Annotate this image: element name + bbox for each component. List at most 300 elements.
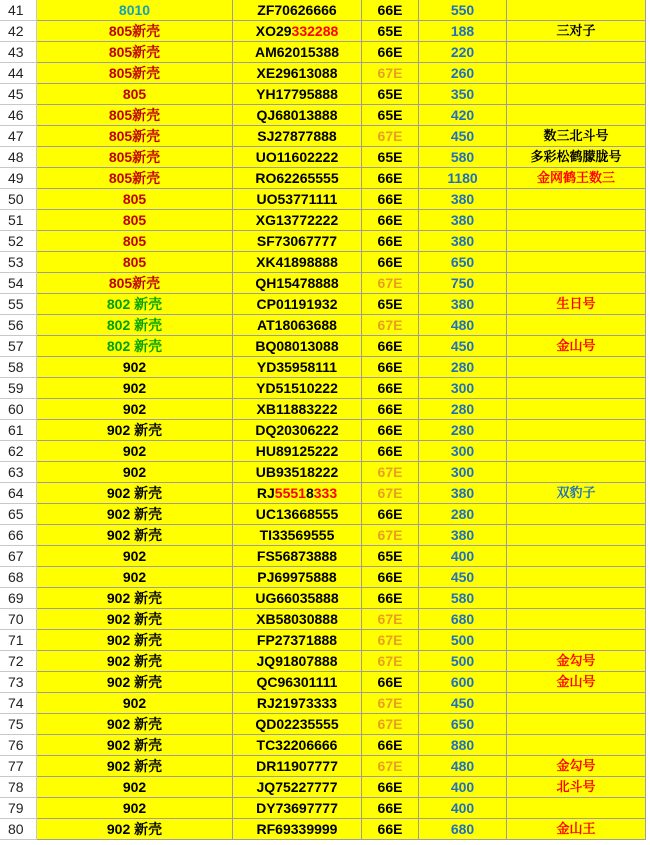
cell-note[interactable] xyxy=(507,378,646,399)
row-number-header[interactable]: 50 xyxy=(0,189,37,210)
cell-note[interactable]: 金勾号 xyxy=(507,651,646,672)
cell-code[interactable] xyxy=(233,21,362,42)
cell-version[interactable]: 67E xyxy=(362,126,419,147)
cell-version[interactable]: 67E xyxy=(362,525,419,546)
code-segment: 333 xyxy=(313,485,338,501)
cell-model[interactable]: 805新壳 xyxy=(37,63,233,84)
code-segment: 8 xyxy=(305,485,314,501)
code-segment: UO11602222 xyxy=(255,149,339,165)
cell-model[interactable]: 805 xyxy=(37,210,233,231)
cell-note[interactable]: 三对子 xyxy=(507,21,646,42)
cell-code[interactable] xyxy=(233,588,362,609)
cell-version[interactable]: 66E xyxy=(362,504,419,525)
code-segment: HU89125222 xyxy=(255,443,339,459)
cell-price[interactable]: 1180 xyxy=(419,168,507,189)
code-segment: RO62265555 xyxy=(255,170,339,186)
cell-price[interactable]: 450 xyxy=(419,693,507,714)
cell-code[interactable] xyxy=(233,105,362,126)
table-row xyxy=(0,231,650,252)
row-number-header[interactable]: 77 xyxy=(0,756,37,777)
cell-price[interactable]: 380 xyxy=(419,525,507,546)
cell-model[interactable]: 902 新壳 xyxy=(37,630,233,651)
row-number-header[interactable]: 65 xyxy=(0,504,37,525)
cell-price[interactable]: 300 xyxy=(419,462,507,483)
table-row xyxy=(0,357,650,378)
cell-note[interactable] xyxy=(507,42,646,63)
row-number-header[interactable]: 53 xyxy=(0,252,37,273)
code-segment: RF69339999 xyxy=(256,821,338,837)
cell-note[interactable] xyxy=(507,609,646,630)
cell-version[interactable]: 66E xyxy=(362,0,419,21)
cell-model[interactable]: 902 xyxy=(37,693,233,714)
cell-model[interactable]: 805 xyxy=(37,189,233,210)
row-number-header[interactable]: 41 xyxy=(0,0,37,21)
cell-version[interactable]: 66E xyxy=(362,210,419,231)
cell-code[interactable] xyxy=(233,735,362,756)
cell-price[interactable]: 420 xyxy=(419,105,507,126)
cell-version[interactable]: 67E xyxy=(362,630,419,651)
cell-note[interactable] xyxy=(507,420,646,441)
cell-code[interactable] xyxy=(233,483,362,504)
cell-price[interactable]: 350 xyxy=(419,84,507,105)
cell-version[interactable]: 67E xyxy=(362,609,419,630)
table-row xyxy=(0,294,650,315)
cell-price[interactable]: 450 xyxy=(419,336,507,357)
cell-code[interactable] xyxy=(233,672,362,693)
cell-note[interactable] xyxy=(507,315,646,336)
cell-price[interactable]: 680 xyxy=(419,819,507,840)
cell-note[interactable] xyxy=(507,0,646,21)
row-number-header[interactable]: 52 xyxy=(0,231,37,252)
table-row xyxy=(0,777,650,798)
cell-version[interactable]: 67E xyxy=(362,315,419,336)
row-number-header[interactable]: 80 xyxy=(0,819,37,840)
table-row xyxy=(0,315,650,336)
row-number-header[interactable]: 59 xyxy=(0,378,37,399)
row-number-header[interactable]: 54 xyxy=(0,273,37,294)
cell-model[interactable]: 902 xyxy=(37,567,233,588)
cell-price[interactable]: 450 xyxy=(419,567,507,588)
table-row xyxy=(0,0,650,21)
row-number-header[interactable]: 42 xyxy=(0,21,37,42)
cell-price[interactable]: 188 xyxy=(419,21,507,42)
table-row xyxy=(0,252,650,273)
cell-price[interactable]: 380 xyxy=(419,483,507,504)
row-number-header[interactable]: 69 xyxy=(0,588,37,609)
table-row xyxy=(0,105,650,126)
cell-price[interactable]: 750 xyxy=(419,273,507,294)
cell-model[interactable]: 805新壳 xyxy=(37,168,233,189)
cell-code[interactable] xyxy=(233,693,362,714)
cell-model[interactable]: 902 xyxy=(37,399,233,420)
cell-version[interactable]: 66E xyxy=(362,420,419,441)
cell-note[interactable] xyxy=(507,630,646,651)
row-number-header[interactable]: 75 xyxy=(0,714,37,735)
cell-code[interactable] xyxy=(233,147,362,168)
cell-note[interactable] xyxy=(507,798,646,819)
cell-model[interactable]: 805新壳 xyxy=(37,273,233,294)
row-number-header[interactable]: 46 xyxy=(0,105,37,126)
cell-note[interactable] xyxy=(507,567,646,588)
cell-price[interactable]: 280 xyxy=(419,420,507,441)
cell-price[interactable]: 280 xyxy=(419,399,507,420)
cell-code[interactable] xyxy=(233,504,362,525)
code-segment: UC13668555 xyxy=(255,506,339,522)
cell-note[interactable]: 双豹子 xyxy=(507,483,646,504)
cell-version[interactable]: 66E xyxy=(362,42,419,63)
cell-note[interactable] xyxy=(507,84,646,105)
cell-code[interactable] xyxy=(233,210,362,231)
cell-code[interactable] xyxy=(233,63,362,84)
row-number-header[interactable]: 48 xyxy=(0,147,37,168)
cell-price[interactable]: 580 xyxy=(419,147,507,168)
table-row xyxy=(0,42,650,63)
cell-note[interactable] xyxy=(507,441,646,462)
table-row xyxy=(0,168,650,189)
cell-code[interactable] xyxy=(233,399,362,420)
cell-code[interactable] xyxy=(233,567,362,588)
cell-code[interactable] xyxy=(233,189,362,210)
cell-note[interactable]: 北斗号 xyxy=(507,777,646,798)
cell-price[interactable]: 450 xyxy=(419,126,507,147)
code-segment: JQ91807888 xyxy=(256,653,338,669)
row-number-header[interactable]: 60 xyxy=(0,399,37,420)
cell-code[interactable] xyxy=(233,609,362,630)
cell-model[interactable]: 902 新壳 xyxy=(37,756,233,777)
code-segment: UO53771111 xyxy=(256,191,338,207)
code-segment: TI33569555 xyxy=(259,527,335,543)
table-row xyxy=(0,651,650,672)
table-row xyxy=(0,630,650,651)
code-segment: SJ27877888 xyxy=(257,128,337,144)
cell-price[interactable]: 480 xyxy=(419,315,507,336)
row-number-header[interactable]: 56 xyxy=(0,315,37,336)
cell-model[interactable]: 805新壳 xyxy=(37,126,233,147)
cell-price[interactable]: 380 xyxy=(419,231,507,252)
table-row xyxy=(0,819,650,840)
cell-price[interactable]: 400 xyxy=(419,777,507,798)
cell-model[interactable]: 902 新壳 xyxy=(37,672,233,693)
cell-version[interactable]: 67E xyxy=(362,651,419,672)
cell-note[interactable] xyxy=(507,546,646,567)
row-number-header[interactable]: 44 xyxy=(0,63,37,84)
cell-version[interactable]: 66E xyxy=(362,399,419,420)
code-segment: FP27371888 xyxy=(256,632,338,648)
code-segment: XG13772222 xyxy=(255,212,339,228)
row-number-header[interactable]: 47 xyxy=(0,126,37,147)
cell-code[interactable] xyxy=(233,378,362,399)
table-row xyxy=(0,462,650,483)
cell-version[interactable]: 65E xyxy=(362,84,419,105)
table-row xyxy=(0,21,650,42)
code-segment: XK41898888 xyxy=(256,254,338,270)
cell-model[interactable]: 802 新壳 xyxy=(37,336,233,357)
cell-model[interactable]: 902 新壳 xyxy=(37,735,233,756)
table-row xyxy=(0,189,650,210)
row-number-header[interactable]: 57 xyxy=(0,336,37,357)
cell-model[interactable]: 805新壳 xyxy=(37,147,233,168)
row-number-header[interactable]: 55 xyxy=(0,294,37,315)
row-number-header[interactable]: 62 xyxy=(0,441,37,462)
cell-version[interactable]: 66E xyxy=(362,588,419,609)
cell-note[interactable] xyxy=(507,252,646,273)
cell-model[interactable]: 805 xyxy=(37,84,233,105)
cell-model[interactable]: 902 xyxy=(37,378,233,399)
cell-note[interactable] xyxy=(507,231,646,252)
cell-code[interactable] xyxy=(233,231,362,252)
cell-code[interactable] xyxy=(233,798,362,819)
code-segment: XB11883222 xyxy=(256,401,338,417)
cell-model[interactable]: 902 xyxy=(37,777,233,798)
cell-price[interactable]: 260 xyxy=(419,63,507,84)
cell-code[interactable] xyxy=(233,420,362,441)
row-number-header[interactable]: 66 xyxy=(0,525,37,546)
cell-code[interactable] xyxy=(233,819,362,840)
cell-version[interactable]: 66E xyxy=(362,735,419,756)
cell-version[interactable]: 66E xyxy=(362,378,419,399)
cell-model[interactable]: 802 新壳 xyxy=(37,315,233,336)
cell-code[interactable] xyxy=(233,546,362,567)
cell-model[interactable]: 8010 xyxy=(37,0,233,21)
table-row xyxy=(0,693,650,714)
cell-version[interactable]: 66E xyxy=(362,567,419,588)
cell-version[interactable]: 67E xyxy=(362,63,419,84)
cell-version[interactable]: 66E xyxy=(362,672,419,693)
table-row xyxy=(0,273,650,294)
cell-model[interactable]: 805新壳 xyxy=(37,42,233,63)
cell-code[interactable] xyxy=(233,777,362,798)
cell-version[interactable]: 67E xyxy=(362,273,419,294)
row-number-header[interactable]: 78 xyxy=(0,777,37,798)
cell-code[interactable] xyxy=(233,462,362,483)
cell-model[interactable]: 805 xyxy=(37,252,233,273)
table-row xyxy=(0,126,650,147)
cell-note[interactable]: 金网鹤王数三 xyxy=(507,168,646,189)
cell-version[interactable]: 66E xyxy=(362,189,419,210)
cell-code[interactable] xyxy=(233,168,362,189)
cell-price[interactable]: 220 xyxy=(419,42,507,63)
row-number-header[interactable]: 71 xyxy=(0,630,37,651)
cell-model[interactable]: 902 新壳 xyxy=(37,609,233,630)
row-number-header[interactable]: 49 xyxy=(0,168,37,189)
cell-model[interactable]: 902 xyxy=(37,546,233,567)
table-row xyxy=(0,504,650,525)
cell-price[interactable]: 400 xyxy=(419,546,507,567)
row-number-header[interactable]: 74 xyxy=(0,693,37,714)
cell-code[interactable] xyxy=(233,273,362,294)
table-row xyxy=(0,210,650,231)
cell-code[interactable] xyxy=(233,756,362,777)
cell-note[interactable]: 金山王 xyxy=(507,819,646,840)
table-row xyxy=(0,798,650,819)
cell-model[interactable]: 902 新壳 xyxy=(37,588,233,609)
code-segment: AT18063688 xyxy=(257,317,337,333)
cell-version[interactable]: 65E xyxy=(362,21,419,42)
row-number-header[interactable]: 76 xyxy=(0,735,37,756)
cell-model[interactable]: 902 新壳 xyxy=(37,525,233,546)
table-row xyxy=(0,672,650,693)
row-number-header[interactable]: 70 xyxy=(0,609,37,630)
code-segment: 332288 xyxy=(291,23,339,39)
cell-model[interactable]: 902 xyxy=(37,357,233,378)
cell-version[interactable]: 66E xyxy=(362,252,419,273)
cell-model[interactable]: 902 新壳 xyxy=(37,651,233,672)
cell-price[interactable]: 650 xyxy=(419,714,507,735)
cell-code[interactable] xyxy=(233,252,362,273)
cell-code[interactable] xyxy=(233,714,362,735)
cell-note[interactable] xyxy=(507,273,646,294)
cell-price[interactable]: 380 xyxy=(419,294,507,315)
code-segment: UG66035888 xyxy=(255,590,339,606)
cell-model[interactable]: 805新壳 xyxy=(37,105,233,126)
cell-model[interactable]: 902 新壳 xyxy=(37,420,233,441)
cell-price[interactable]: 650 xyxy=(419,252,507,273)
cell-note[interactable] xyxy=(507,525,646,546)
cell-note[interactable]: 金勾号 xyxy=(507,756,646,777)
table-row xyxy=(0,147,650,168)
code-segment: TC32206666 xyxy=(256,737,338,753)
cell-version[interactable]: 66E xyxy=(362,168,419,189)
cell-code[interactable] xyxy=(233,0,362,21)
cell-note[interactable] xyxy=(507,735,646,756)
cell-note[interactable] xyxy=(507,105,646,126)
cell-note[interactable] xyxy=(507,588,646,609)
code-segment: DR11907777 xyxy=(256,758,338,774)
table-row xyxy=(0,735,650,756)
cell-version[interactable]: 67E xyxy=(362,714,419,735)
table-row xyxy=(0,441,650,462)
cell-code[interactable] xyxy=(233,630,362,651)
cell-version[interactable]: 67E xyxy=(362,462,419,483)
cell-model[interactable]: 805 xyxy=(37,231,233,252)
cell-code[interactable] xyxy=(233,42,362,63)
cell-model[interactable]: 902 新壳 xyxy=(37,714,233,735)
row-number-header[interactable]: 68 xyxy=(0,567,37,588)
cell-version[interactable]: 65E xyxy=(362,294,419,315)
row-number-header[interactable]: 45 xyxy=(0,84,37,105)
cell-version[interactable]: 66E xyxy=(362,336,419,357)
code-segment: XB58030888 xyxy=(256,611,338,627)
cell-price[interactable]: 500 xyxy=(419,630,507,651)
cell-note[interactable]: 多彩松鹤朦胧号 xyxy=(507,147,646,168)
cell-version[interactable]: 66E xyxy=(362,441,419,462)
cell-version[interactable]: 67E xyxy=(362,693,419,714)
cell-price[interactable]: 300 xyxy=(419,378,507,399)
code-segment: CP01191932 xyxy=(256,296,338,312)
cell-price[interactable]: 500 xyxy=(419,651,507,672)
cell-version[interactable]: 66E xyxy=(362,798,419,819)
cell-model[interactable]: 902 新壳 xyxy=(37,504,233,525)
cell-note[interactable] xyxy=(507,63,646,84)
cell-price[interactable]: 580 xyxy=(419,588,507,609)
cell-version[interactable]: 67E xyxy=(362,756,419,777)
cell-note[interactable] xyxy=(507,210,646,231)
cell-version[interactable]: 65E xyxy=(362,105,419,126)
row-number-header[interactable]: 63 xyxy=(0,462,37,483)
cell-note[interactable]: 生日号 xyxy=(507,294,646,315)
row-number-header[interactable]: 79 xyxy=(0,798,37,819)
row-number-header[interactable]: 61 xyxy=(0,420,37,441)
cell-version[interactable]: 67E xyxy=(362,483,419,504)
row-number-header[interactable]: 67 xyxy=(0,546,37,567)
cell-version[interactable]: 65E xyxy=(362,546,419,567)
code-segment: ZF70626666 xyxy=(257,2,337,18)
cell-code[interactable] xyxy=(233,336,362,357)
cell-price[interactable]: 680 xyxy=(419,609,507,630)
cell-note[interactable] xyxy=(507,357,646,378)
cell-note[interactable] xyxy=(507,504,646,525)
cell-price[interactable]: 550 xyxy=(419,0,507,21)
cell-code[interactable] xyxy=(233,441,362,462)
cell-code[interactable] xyxy=(233,651,362,672)
cell-price[interactable]: 380 xyxy=(419,189,507,210)
row-number-header[interactable]: 64 xyxy=(0,483,37,504)
cell-note[interactable] xyxy=(507,714,646,735)
cell-note[interactable]: 数三北斗号 xyxy=(507,126,646,147)
cell-note[interactable]: 金山号 xyxy=(507,672,646,693)
cell-model[interactable]: 902 新壳 xyxy=(37,483,233,504)
code-segment: QD02235555 xyxy=(255,716,339,732)
cell-price[interactable]: 380 xyxy=(419,210,507,231)
cell-model[interactable]: 902 xyxy=(37,798,233,819)
code-segment: PJ69975888 xyxy=(257,569,337,585)
code-segment: XO29 xyxy=(255,23,292,39)
cell-model[interactable]: 902 xyxy=(37,462,233,483)
cell-version[interactable]: 66E xyxy=(362,819,419,840)
cell-model[interactable]: 802 新壳 xyxy=(37,294,233,315)
cell-model[interactable]: 902 新壳 xyxy=(37,819,233,840)
cell-version[interactable]: 66E xyxy=(362,777,419,798)
cell-version[interactable]: 65E xyxy=(362,147,419,168)
row-number-header[interactable]: 43 xyxy=(0,42,37,63)
cell-code[interactable] xyxy=(233,126,362,147)
cell-code[interactable] xyxy=(233,294,362,315)
cell-price[interactable]: 480 xyxy=(419,756,507,777)
table-row xyxy=(0,399,650,420)
cell-price[interactable]: 400 xyxy=(419,798,507,819)
table-row xyxy=(0,609,650,630)
cell-code[interactable] xyxy=(233,357,362,378)
cell-code[interactable] xyxy=(233,84,362,105)
cell-note[interactable] xyxy=(507,462,646,483)
table-row xyxy=(0,420,650,441)
cell-price[interactable]: 600 xyxy=(419,672,507,693)
cell-note[interactable]: 金山号 xyxy=(507,336,646,357)
cell-note[interactable] xyxy=(507,189,646,210)
code-segment: XE29613088 xyxy=(256,65,338,81)
cell-version[interactable]: 66E xyxy=(362,357,419,378)
cell-model[interactable]: 805新壳 xyxy=(37,21,233,42)
code-segment: BQ08013088 xyxy=(255,338,339,354)
row-number-header[interactable]: 72 xyxy=(0,651,37,672)
cell-version[interactable]: 66E xyxy=(362,231,419,252)
cell-model[interactable]: 902 xyxy=(37,441,233,462)
code-segment: YD35958111 xyxy=(256,359,338,375)
row-number-header[interactable]: 51 xyxy=(0,210,37,231)
cell-price[interactable]: 300 xyxy=(419,441,507,462)
code-segment: QH15478888 xyxy=(255,275,339,291)
cell-code[interactable] xyxy=(233,315,362,336)
cell-price[interactable]: 880 xyxy=(419,735,507,756)
cell-note[interactable] xyxy=(507,399,646,420)
cell-note[interactable] xyxy=(507,693,646,714)
cell-price[interactable]: 280 xyxy=(419,357,507,378)
row-number-header[interactable]: 73 xyxy=(0,672,37,693)
row-number-header[interactable]: 58 xyxy=(0,357,37,378)
cell-code[interactable] xyxy=(233,525,362,546)
cell-price[interactable]: 280 xyxy=(419,504,507,525)
code-segment: FS56873888 xyxy=(256,548,338,564)
